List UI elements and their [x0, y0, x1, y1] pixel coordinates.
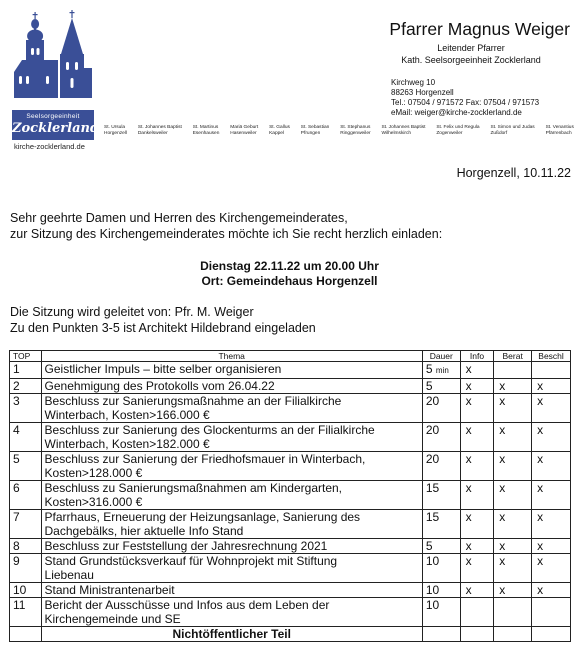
- agenda-decide-mark: [532, 598, 571, 627]
- agenda-row: [10, 423, 571, 452]
- agenda-info-mark: x: [460, 481, 494, 510]
- agenda-topic-line-2: Kosten>316.000 €: [44, 495, 143, 509]
- agenda-row: [10, 362, 571, 379]
- agenda-top-number: 3: [10, 394, 42, 423]
- agenda-topic: [41, 423, 422, 452]
- agenda-topic-line-1: Beschluss zur Sanierung der Friedhofsmauer in Winterbach,: [44, 452, 366, 466]
- agenda-decide-mark: [532, 362, 571, 379]
- parish-item: St. Stephanus Ringgenweiler: [340, 125, 371, 136]
- agenda-duration: [422, 394, 460, 423]
- agenda-consult-mark: x: [494, 583, 532, 598]
- agenda-duration-value: 15: [425, 510, 440, 524]
- agenda-row: [10, 598, 571, 627]
- agenda-topic-line-1: Beschluss zu Sanierungsmaßnahmen am Kindergarten,: [44, 481, 343, 495]
- agenda-duration-value: 5: [425, 379, 433, 393]
- agenda-topic-line-1: Beschluss zur Sanierungsmaßnahme an der Filialkirche: [44, 394, 342, 408]
- agenda-topic: [41, 554, 422, 583]
- parish-item: St. Johannes Baptist Dankelsweiler: [137, 125, 182, 136]
- agenda-duration-value: 20: [425, 394, 440, 408]
- agenda-topic: [41, 598, 422, 627]
- address-email: eMail: weiger@kirche-zocklerland.de: [391, 108, 522, 117]
- header-duration: Dauer: [422, 351, 460, 362]
- agenda-decide-mark: x: [532, 583, 571, 598]
- agenda-header-row: [10, 351, 571, 362]
- header-decide: Beschl: [532, 351, 571, 362]
- agenda-top-number: 2: [10, 379, 42, 394]
- parish-item: St. Felix und Regula Zogenweiler: [436, 125, 480, 136]
- agenda-topic-line-2: Winterbach, Kosten>182.000 €: [44, 437, 210, 451]
- agenda-row: [10, 394, 571, 423]
- agenda-topic-line-2: Kosten>128.000 €: [44, 466, 143, 480]
- address-city: 88263 Horgenzell: [391, 88, 454, 97]
- agenda-empty-cell: [494, 627, 532, 642]
- agenda-duration-value: 10: [425, 583, 440, 597]
- parish-item: St. Venantius Pfärrenbach: [545, 125, 574, 136]
- agenda-consult-mark: x: [494, 539, 532, 554]
- parish-list: [104, 125, 574, 137]
- agenda-topic-line-1: Genehmigung des Protokolls vom 26.04.22: [44, 379, 275, 393]
- agenda-info-mark: x: [460, 394, 494, 423]
- agenda-decide-mark: x: [532, 481, 571, 510]
- agenda-duration: [422, 539, 460, 554]
- role-line-1: Leitender Pfarrer: [437, 43, 505, 53]
- agenda-consult-mark: x: [494, 394, 532, 423]
- header-top: TOP: [10, 351, 42, 362]
- agenda-empty-cell: [460, 627, 494, 642]
- agenda-empty-cell: [532, 627, 571, 642]
- agenda-topic-line-2: Winterbach, Kosten>166.000 €: [44, 408, 210, 422]
- agenda-decide-mark: x: [532, 539, 571, 554]
- logo-top-text: Seelsorgeeinheit: [26, 113, 80, 120]
- agenda-info-mark: x: [460, 452, 494, 481]
- agenda-decide-mark: x: [532, 379, 571, 394]
- agenda-topic: [41, 379, 422, 394]
- agenda-row: [10, 481, 571, 510]
- agenda-private-label: Nichtöffentlicher Teil: [41, 627, 422, 642]
- agenda-empty-cell: [422, 627, 460, 642]
- parish-item: St. Gallus Kappel: [269, 125, 290, 136]
- agenda-top-number: 10: [10, 583, 42, 598]
- logo-main-text: Zocklerland: [12, 121, 100, 136]
- agenda-consult-mark: [494, 362, 532, 379]
- agenda-consult-mark: x: [494, 379, 532, 394]
- meeting-location: Ort: Gemeindehaus Horgenzell: [201, 274, 378, 288]
- agenda-duration-value: 10: [425, 598, 440, 612]
- church-towers-icon: [12, 10, 94, 110]
- agenda-decide-mark: x: [532, 423, 571, 452]
- agenda-topic-line-2: Kirchengemeinde und SE: [44, 612, 181, 626]
- agenda-topic-line-1: Beschluss zur Feststellung der Jahresrechnung 2021: [44, 539, 328, 553]
- agenda-duration: [422, 510, 460, 539]
- agenda-duration-value: 20: [425, 452, 440, 466]
- agenda-duration: [422, 423, 460, 452]
- meeting-datetime: Dienstag 22.11.22 um 20.00 Uhr: [200, 259, 379, 273]
- pastor-role: [380, 42, 562, 66]
- lead-line-2: Zu den Punkten 3-5 ist Architekt Hildebrand eingeladen: [10, 321, 316, 335]
- agenda-info-mark: x: [460, 423, 494, 452]
- agenda-duration: [422, 481, 460, 510]
- parish-item: St. Simon und Judas Zußdorf: [490, 125, 535, 136]
- agenda-topic-line-2: Dachgebälks, hier aktuelle Info Stand: [44, 524, 244, 538]
- agenda-info-mark: [460, 598, 494, 627]
- agenda-top-number: 11: [10, 598, 42, 627]
- agenda-top-number: 8: [10, 539, 42, 554]
- agenda-top-number: [10, 627, 42, 642]
- agenda-consult-mark: x: [494, 452, 532, 481]
- agenda-decide-mark: x: [532, 394, 571, 423]
- greeting-line-2: zur Sitzung des Kirchengemeinderates möchte ich Sie recht herzlich einladen:: [10, 227, 443, 241]
- agenda-duration-value: 10: [425, 554, 440, 568]
- agenda-topic: [41, 510, 422, 539]
- agenda-topic: [41, 362, 422, 379]
- agenda-row: [10, 554, 571, 583]
- header-consult: Berat: [494, 351, 532, 362]
- agenda-row: [10, 583, 571, 598]
- agenda-duration: [422, 583, 460, 598]
- agenda-duration-unit: min: [435, 366, 449, 375]
- agenda-duration: [422, 452, 460, 481]
- address-block: [391, 78, 539, 118]
- agenda-info-mark: x: [460, 539, 494, 554]
- agenda-duration: [422, 362, 460, 379]
- logo-banner: [12, 110, 100, 140]
- agenda-duration: [422, 554, 460, 583]
- agenda-info-mark: x: [460, 379, 494, 394]
- agenda-private-row: [10, 627, 571, 642]
- agenda-consult-mark: x: [494, 554, 532, 583]
- agenda-topic: [41, 394, 422, 423]
- agenda-top-number: 9: [10, 554, 42, 583]
- agenda-topic-line-1: Bericht der Ausschüsse und Infos aus dem Leben der: [44, 598, 330, 612]
- agenda-duration-value: 20: [425, 423, 440, 437]
- agenda-consult-mark: [494, 598, 532, 627]
- agenda-topic: [41, 452, 422, 481]
- place-date: Horgenzell, 10.11.22: [456, 166, 571, 180]
- agenda-row: [10, 510, 571, 539]
- website-text: kirche-zocklerland.de: [14, 142, 85, 151]
- agenda-top-number: 7: [10, 510, 42, 539]
- agenda-topic-line-2: Liebenau: [44, 568, 94, 582]
- agenda-topic-line-1: Pfarrhaus, Erneuerung der Heizungsanlage, Sanierung des: [44, 510, 361, 524]
- agenda-top-number: 5: [10, 452, 42, 481]
- agenda-duration: [422, 598, 460, 627]
- agenda-decide-mark: x: [532, 452, 571, 481]
- agenda-info-mark: x: [460, 583, 494, 598]
- agenda-table: [9, 350, 571, 642]
- agenda-top-number: 6: [10, 481, 42, 510]
- agenda-info-mark: x: [460, 510, 494, 539]
- agenda-info-mark: x: [460, 362, 494, 379]
- agenda-row: [10, 452, 571, 481]
- agenda-duration-value: 5: [425, 362, 433, 376]
- agenda-duration-value: 5: [425, 539, 433, 553]
- agenda-duration-value: 15: [425, 481, 440, 495]
- meeting-info: [0, 259, 579, 289]
- agenda-consult-mark: x: [494, 423, 532, 452]
- parish-item: St. Martinus Esenhausen: [192, 125, 220, 136]
- agenda-duration: [422, 379, 460, 394]
- agenda-consult-mark: x: [494, 481, 532, 510]
- header-theme: Thema: [41, 351, 422, 362]
- agenda-row: [10, 379, 571, 394]
- greeting-line-1: Sehr geehrte Damen und Herren des Kirchengemeinderates,: [10, 211, 348, 225]
- agenda-decide-mark: x: [532, 554, 571, 583]
- role-line-2: Kath. Seelsorgeeinheit Zocklerland: [401, 55, 541, 65]
- agenda-topic-line-1: Stand Grundstücksverkauf für Wohnprojekt mit Stiftung: [44, 554, 338, 568]
- agenda-topic: [41, 539, 422, 554]
- parish-item: St. Ursula Horgenzell: [104, 125, 127, 136]
- agenda-decide-mark: x: [532, 510, 571, 539]
- lead-line-1: Die Sitzung wird geleitet von: Pfr. M. Weiger: [10, 305, 254, 319]
- agenda-topic-line-1: Geistlicher Impuls – bitte selber organisieren: [44, 362, 282, 376]
- parish-logo: [12, 10, 100, 138]
- header-info: Info: [460, 351, 494, 362]
- meeting-lead: [10, 304, 316, 336]
- agenda-topic-line-1: Beschluss zur Sanierung des Glockenturms an der Filialkirche: [44, 423, 375, 437]
- agenda-topic: [41, 481, 422, 510]
- address-phone: Tel.: 07504 / 971572 Fax: 07504 / 971573: [391, 98, 540, 107]
- greeting: [10, 210, 442, 242]
- agenda-topic: [41, 583, 422, 598]
- address-street: Kirchweg 10: [391, 78, 436, 87]
- agenda-info-mark: x: [460, 554, 494, 583]
- agenda-top-number: 4: [10, 423, 42, 452]
- agenda-consult-mark: x: [494, 510, 532, 539]
- agenda-row: [10, 539, 571, 554]
- pastor-name: Pfarrer Magnus Weiger: [389, 19, 570, 39]
- agenda-topic-line-1: Stand Ministrantenarbeit: [44, 583, 175, 597]
- parish-item: St. Johannes Baptist Wilhelmskirch: [381, 125, 426, 136]
- parish-item: Mariä Geburt Hasenweiler: [230, 125, 259, 136]
- agenda-top-number: 1: [10, 362, 42, 379]
- parish-item: St. Sebastian Pfrungen: [300, 125, 330, 136]
